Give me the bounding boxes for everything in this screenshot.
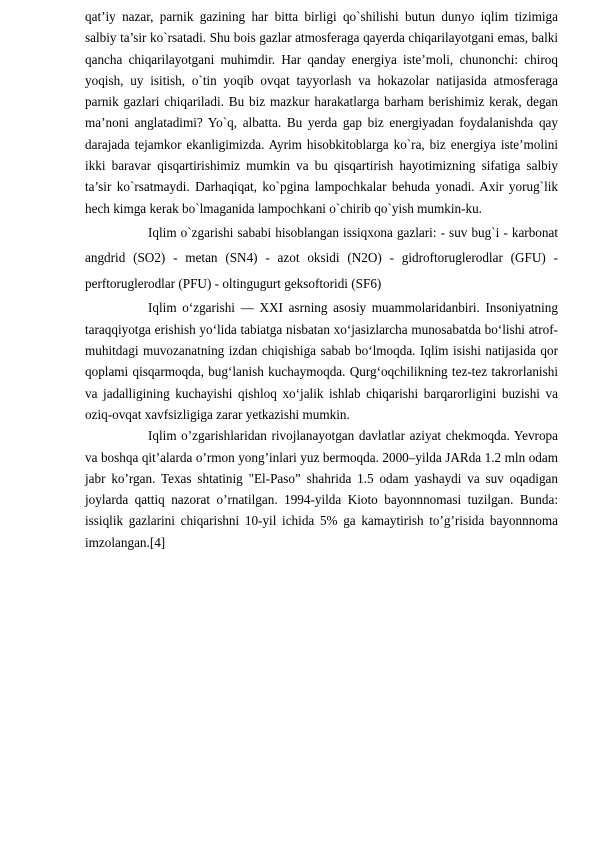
paragraph-greenhouse-gases: Iqlim o`zgarishi sababi hisoblangan issiqxona gazlari: - suv bug`i - karbonat angdrid (SO2) - metan (SN4) - azot oksidi (N2O) - gidroftoruglerodlar (GFU) - perftoruglerodlar (PFU) - oltingugurt geksoftoridi (SF6) [85,224,558,291]
paragraph-developing-countries: Iqlim o’zgarishlaridan rivojlanayotgan davlatlar aziyat chekmoqda. Yevropa va boshqa qit’alarda o’rmon yong’inlari yuz bermoqda. 2000–yilda JARda 1.2 mln odam jabr ko’rgan. Texas shtatinig "El-Paso” shahrida 1.5 odam yashaydi va suv oqadigan joylarda qattiq nazorat o’rnatilgan. 1994-yilda Kioto bayonnnomasi tuzilgan. Bunda: issiqlik gazlarini chiqarishni 10-yil ichida 5% ga kamaytirish to’g’risida bayonnnoma imzolangan.[4] [85,428,558,550]
paragraph-energy: qat’iy nazar, parnik gazining har bitta birligi qo`shilishi butun dunyo iqlim tizimiga salbiy ta’sir ko`rsatadi. Shu bois gazlar atmosferaga qayerda chiqarilayotgani emas, balki qancha chiqarilayotgani muhimdir. Har qanday energiya iste’moli, chunonchi: chiroq yoqish, uy isitish, o`tin yoqib ovqat tayyorlash va hokazolar natijasida atmosferaga parnik gazlari chiqariladi. Bu biz mazkur harakatlarga barham berishimiz kerak, degan ma’noni anglatadimi? Yo`q, albatta. Bu yerda gap biz energiyadan foydalanishda qay darajada tejamkor ekanligimizda. Ayrim hisobkitoblarga ko`ra, biz energiya iste’molini ikki baravar qisqartirishimiz mumkin va bu qisqartirish hayotimizning sifatiga salbiy ta’sir ko`rsatmaydi. Darhaqiqat, ko`pgina lampochkalar behuda yonadi. Axir yorug`lik hech kimga kerak bo`lmaganida lampochkani o`chirib qo`yish mumkin-ku. [85,9,558,216]
document-page [85,6,558,553]
paragraph-climate-change: Iqlim o‘zgarishi — XXI asrning asosiy muammolaridanbiri. Insoniyatning taraqqiyotga erishish yo‘lida tabiatga nisbatan xo‘jasizlarcha munosabatda bo‘lishi atrof-muhitdagi muvozanatning izdan chiqishiga sabab bo‘lmoqda. Iqlim isishi natijasida qor qoplami qisqarmoqda, bug‘lanish kuchaymoqda. Qurg‘oqchilikning tez-tez takrorlanishi va jadalligining kuchayishi qishloq xo‘jalik ishlab chiqarishi barqarorligini buzishi va oziq-ovqat xavfsizligiga zarar yetkazishi mumkin. [85,300,558,422]
